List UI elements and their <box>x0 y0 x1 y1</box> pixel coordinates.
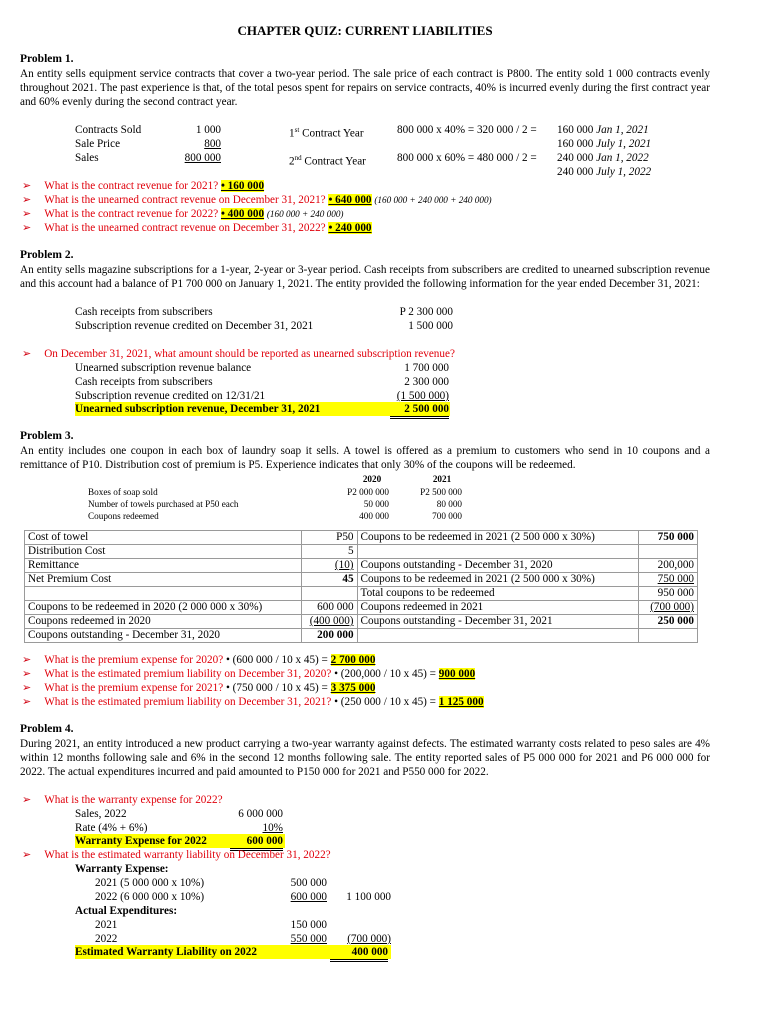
p2-sol-value-1: 1 700 000 <box>404 362 449 374</box>
table-row <box>25 545 698 559</box>
right-row-label-4: Coupons redeemed in 2021 <box>357 601 639 615</box>
p4-q1-label-1: Sales, 2022 <box>75 808 127 820</box>
p1-alloc-1: 160 000 Jan 1, 2021 <box>557 124 649 136</box>
p1-alloc-4: 240 000 July 1, 2022 <box>557 166 652 178</box>
arrow-bullet-icon: ➢ <box>22 654 32 666</box>
distribution-cost-value: 5 <box>301 545 357 559</box>
p4-ae-total: (700 000) <box>347 933 391 945</box>
p4-ae-value-1: 150 000 <box>290 919 327 931</box>
p3-data-2020-1: P2 000 000 <box>347 487 389 497</box>
arrow-bullet-icon: ➢ <box>22 849 32 861</box>
right-row-value-3: 950 000 <box>639 587 698 601</box>
p4-we-label-1: 2021 (5 000 000 x 10%) <box>95 877 205 889</box>
p1-calc-2: 800 000 x 60% = 480 000 / 2 = <box>397 152 537 164</box>
p4-we-label-2: 2022 (6 000 000 x 10%) <box>95 891 205 903</box>
left-bottom-value-3: 200 000 <box>301 629 357 643</box>
right-row-value-2: 750 000 <box>639 573 698 587</box>
cost-of-towel-value: P50 <box>301 531 357 545</box>
net-premium-cost-value: 45 <box>301 573 357 587</box>
problem-2-heading: Problem 2. <box>20 249 74 261</box>
p4-we-value-1: 500 000 <box>290 877 327 889</box>
p4-ae-value-2: 550 000 <box>290 933 327 945</box>
coupons-to-redeem-2021-label: Coupons to be redeemed in 2021 (2 500 000 x 30%) <box>357 531 639 545</box>
p2-total-value: 2 500 000 <box>390 402 449 419</box>
p1-label-contracts: Contracts Sold <box>75 124 142 136</box>
p1-value-price: 800 <box>204 138 221 150</box>
arrow-bullet-icon: ➢ <box>22 668 32 680</box>
p1-question-3: ➢ What is the contract revenue for 2022? • 400 000 (160 000 + 240 000) <box>22 208 344 220</box>
p3-data-2020-3: 400 000 <box>359 511 389 521</box>
p1-value-contracts: 1 000 <box>195 124 221 136</box>
p1-question-4: ➢ What is the unearned contract revenue on December 31, 2022? • 240 000 <box>22 222 372 234</box>
p4-we-heading: Warranty Expense: <box>75 863 169 875</box>
p4-ae-label-2: 2022 <box>95 933 118 945</box>
p4-we-value-2: 600 000 <box>290 891 327 903</box>
right-row-value-1: 200,000 <box>639 559 698 573</box>
arrow-bullet-icon: ➢ <box>22 696 32 708</box>
right-row-label-2: Coupons to be redeemed in 2021 (2 500 000 x 30%) <box>357 573 639 587</box>
p2-sol-label-1: Unearned subscription revenue balance <box>75 362 252 374</box>
p1-value-sales: 800 000 <box>184 152 221 164</box>
p4-we-total: 1 100 000 <box>346 891 391 903</box>
table-row <box>25 531 698 545</box>
right-row-label-3: Total coupons to be redeemed <box>357 587 639 601</box>
arrow-bullet-icon: ➢ <box>22 794 32 806</box>
p3-question-2: ➢ What is the estimated premium liability on December 31, 2020? • (200,000 / 10 x 45) = 900 000 <box>22 668 476 680</box>
p3-year-2020: 2020 <box>362 474 382 484</box>
p2-sol-label-3: Subscription revenue credited on 12/31/21 <box>75 390 266 402</box>
left-bottom-label-3: Coupons outstanding - December 31, 2020 <box>25 629 302 643</box>
table-row <box>25 615 698 629</box>
p3-question-3: ➢ What is the premium expense for 2021? • (750 000 / 10 x 45) = 3 375 000 <box>22 682 376 694</box>
p2-info-value-2: 1 500 000 <box>408 320 453 332</box>
p1-question-2: ➢ What is the unearned contract revenue on December 31, 2021? • 640 000 (160 000 + 240 000 + 240 000) <box>22 194 492 206</box>
problem-1-heading: Problem 1. <box>20 53 74 65</box>
p3-question-4: ➢ What is the estimated premium liability on December 31, 2021? • (250 000 / 10 x 45) = 1 125 000 <box>22 696 484 708</box>
p2-info-label-1: Cash receipts from subscribers <box>75 306 213 318</box>
table-row <box>25 629 698 643</box>
p4-q1-value-2: 10% <box>262 822 283 834</box>
p3-data-label-1: Boxes of soap sold <box>88 487 158 497</box>
p1-year2-label: 2nd Contract Year <box>289 154 366 168</box>
p4-q1-total-value: 600 000 <box>230 834 283 851</box>
right-row-label-1: Coupons outstanding - December 31, 2020 <box>357 559 639 573</box>
p3-year-2021: 2021 <box>432 474 452 484</box>
net-premium-cost-label: Net Premium Cost <box>25 573 302 587</box>
problem-3-text: An entity includes one coupon in each box of laundry soap it sells. A towel is offered as a premium to customers who send in 10 coupons and a remittance of P10. Distribution cost of premium is P5. Experience indicates that only 30% of the coupons will be redeemed. <box>20 445 710 471</box>
distribution-cost-label: Distribution Cost <box>25 545 302 559</box>
p1-question-1: ➢ What is the contract revenue for 2021? • 160 000 <box>22 180 265 192</box>
p1-alloc-2: 160 000 July 1, 2021 <box>557 138 652 150</box>
arrow-bullet-icon: ➢ <box>22 194 32 206</box>
cost-of-towel-label: Cost of towel <box>25 531 302 545</box>
table-row <box>25 573 698 587</box>
remittance-value: (10) <box>301 559 357 573</box>
p4-question-2: ➢ What is the estimated warranty liability on December 31, 2022? <box>22 849 331 861</box>
p4-question-1: ➢ What is the warranty expense for 2022? <box>22 794 223 806</box>
p1-calc-1: 800 000 x 40% = 320 000 / 2 = <box>397 124 537 136</box>
p3-solution-table <box>24 530 698 643</box>
p3-data-label-3: Coupons redeemed <box>88 511 159 521</box>
p3-data-2021-2: 80 000 <box>436 499 462 509</box>
arrow-bullet-icon: ➢ <box>22 208 32 220</box>
p4-q1-label-2: Rate (4% + 6%) <box>75 822 148 834</box>
p4-q1-total-row: Warranty Expense for 2022 <box>75 834 285 848</box>
problem-3-heading: Problem 3. <box>20 430 74 442</box>
p2-sol-label-2: Cash receipts from subscribers <box>75 376 213 388</box>
p1-year1-label: 1st Contract Year <box>289 126 364 140</box>
left-bottom-value-2: (400 000) <box>301 615 357 629</box>
p2-info-value-1: P 2 300 000 <box>399 306 453 318</box>
p2-sol-value-3: (1 500 000) <box>396 390 449 402</box>
p2-total-row: Unearned subscription revenue, December 31, 2021 <box>75 402 450 416</box>
right-row-label-5: Coupons outstanding - December 31, 2021 <box>357 615 639 629</box>
p3-question-1: ➢ What is the premium expense for 2020? • (600 000 / 10 x 45) = 2 700 000 <box>22 654 376 666</box>
right-row-value-5: 250 000 <box>639 615 698 629</box>
left-bottom-label-1: Coupons to be redeemed in 2020 (2 000 000 x 30%) <box>25 601 302 615</box>
p3-data-label-2: Number of towels purchased at P50 each <box>88 499 239 509</box>
p1-label-price: Sale Price <box>75 138 121 150</box>
problem-4-text: During 2021, an entity introduced a new product carrying a two-year warranty against defects. The estimated warranty costs related to peso sales are 4% within 12 months following sale and 6% in the second 12 months following sale. The entity reported sales of P5 000 000 for 2021 and P6 000 000 for 2022. The actual expenditures incurred and paid amounted to P150 000 for 2021 and P550 000 for 2022. <box>20 738 710 778</box>
remittance-label: Remittance <box>25 559 302 573</box>
p2-info-label-2: Subscription revenue credited on December 31, 2021 <box>75 320 314 332</box>
table-row <box>25 601 698 615</box>
p4-ae-label-1: 2021 <box>95 919 118 931</box>
p2-question: ➢ On December 31, 2021, what amount should be reported as unearned subscription revenue? <box>22 348 455 360</box>
page-title: CHAPTER QUIZ: CURRENT LIABILITIES <box>237 23 493 38</box>
problem-2-text: An entity sells magazine subscriptions for a 1-year, 2-year or 3-year period. Cash receipts from subscribers are credited to unearned subscription revenue and this account had a balance of P1 700 000 on January 1, 2021. The entity provided the following information for the year ended December 31, 2021: <box>20 264 710 290</box>
p1-label-sales: Sales <box>75 152 99 164</box>
arrow-bullet-icon: ➢ <box>22 222 32 234</box>
table-row <box>25 559 698 573</box>
p4-ae-heading: Actual Expenditures: <box>75 905 178 917</box>
p3-data-2020-2: 50 000 <box>363 499 389 509</box>
problem-1-text: An entity sells equipment service contracts that cover a two-year period. The sale price of each contract is P800. The entity sold 1 000 contracts evenly throughout 2021. The past experience is that, of the total pesos spent for repairs on service contracts, 40% is incurred evenly during the first contract year and 60% evenly during the second contract year. <box>20 68 710 108</box>
arrow-bullet-icon: ➢ <box>22 348 32 360</box>
p4-final-row: Estimated Warranty Liability on 2022 <box>75 945 391 959</box>
arrow-bullet-icon: ➢ <box>22 180 32 192</box>
coupons-to-redeem-2021-value: 750 000 <box>639 531 698 545</box>
p4-q1-value-1: 6 000 000 <box>238 808 283 820</box>
right-row-value-4: (700 000) <box>639 601 698 615</box>
arrow-bullet-icon: ➢ <box>22 682 32 694</box>
left-bottom-value-1: 600 000 <box>301 601 357 615</box>
p4-final-value: 400 000 <box>330 945 388 962</box>
problem-4-heading: Problem 4. <box>20 723 74 735</box>
p3-data-2021-1: P2 500 000 <box>420 487 462 497</box>
p2-sol-value-2: 2 300 000 <box>404 376 449 388</box>
left-bottom-label-2: Coupons redeemed in 2020 <box>25 615 302 629</box>
table-row <box>25 587 698 601</box>
p1-alloc-3: 240 000 Jan 1, 2022 <box>557 152 649 164</box>
p3-data-2021-3: 700 000 <box>432 511 462 521</box>
